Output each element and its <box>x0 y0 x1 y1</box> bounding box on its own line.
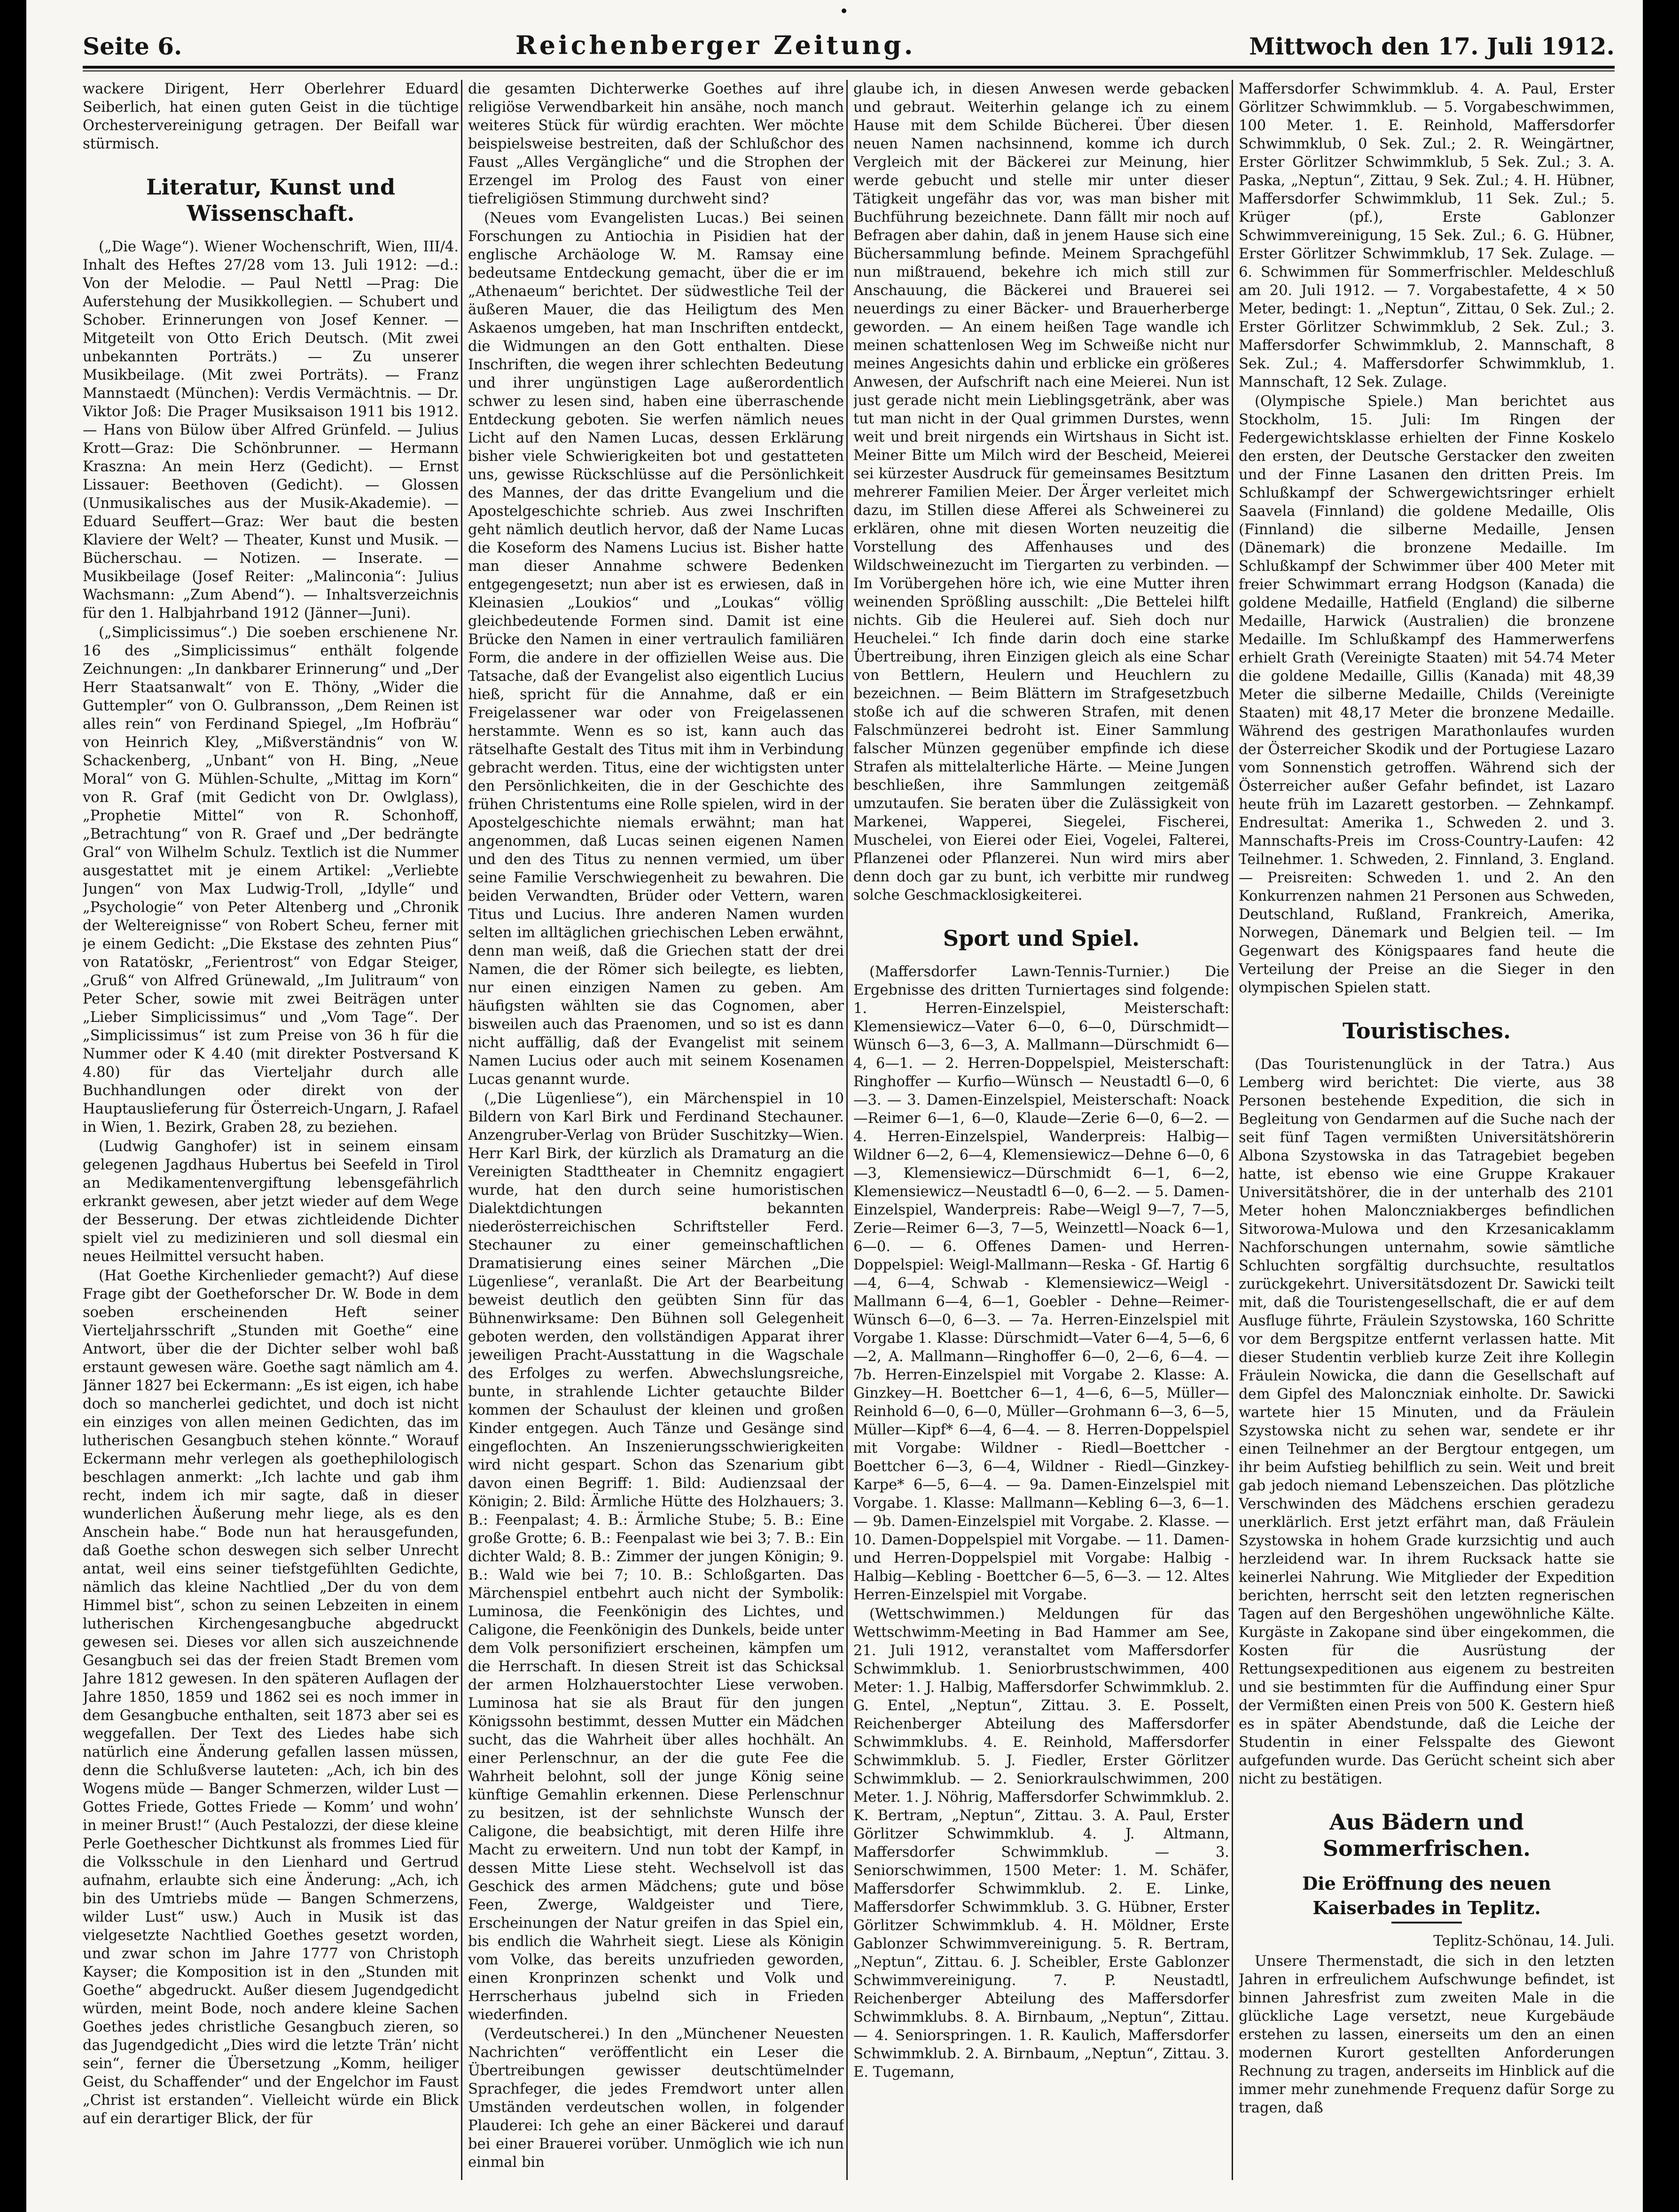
column-divider <box>461 80 462 2180</box>
column-divider <box>1232 80 1233 2180</box>
paragraph: (Verdeutscherei.) In den „Münchener Neuesten Nachrichten“ veröffentlicht ein Leser die Übertreibungen gewisser deutschtümelnder Sprachfeger, die jedes Fremdwort unter allen Umständen verdeutschen wollen, in folgender Plauderei: Ich gehe an einer Bäckerei und darauf bei einer Brauerei vorüber. Unmöglich wie ich nun einmal bin <box>468 2026 844 2171</box>
column-divider <box>846 80 848 2180</box>
header-rule <box>83 66 1615 69</box>
paragraph: (Ludwig Ganghofer) ist in seinem einsam gelegenen Jagdhaus Hubertus bei Seefeld in Tirol an Medikamentenvergiftung lebensgefährlich erkrankt gewesen, aber jetzt wieder auf dem Wege der Besserung. Der etwas zichtleidende Dichter spielt viel zu medizinieren und soll diesmal ein neues Heilmittel versucht haben. <box>83 1138 459 1265</box>
paragraph: glaube ich, in diesen Anwesen werde gebacken und gebraut. Weiterhin gelange ich zu einem Hause mit dem Schilde Bücherei. Über diesen neuen Namen nachsinnend, komme ich durch Vergleich mit der Bäckerei zur Meinung, hier werde gebucht und stelle mir unter dieser Tätigkeit ungefähr das vor, was man bisher mit Buchführung bezeichnete. Dann fällt mir noch auf Befragen aber dahin, daß in jenem Hause sich eine Büchersammlung befinde. Meinem Sprachgefühl nun mißtrauend, bekehre ich mich still zur Anschauung, die Bäckerei und Brauerei sei neuerdings zu einer Bäcker- und Brauerherberge geworden. — An einem heißen Tage wandle ich meinen schattenlosen Weg im Schweiße nicht nur meines Angesichts dahin und erblicke ein größeres Anwesen, der Aufschrift nach eine Meierei. Nun ist just gerade nicht mein Lieblingsgetränk, aber was tut man nicht in der Qual grimmen Durstes, wenn weit und breit nirgends ein Wirtshaus in Sicht ist. Meiner Bitte um Milch wird der Bescheid, Meierei sei kürzester Ausdruck für gemeinsames Besitztum mehrerer Familien Meier. Der Ärger verleitet mich dazu, im Stillen diese Afferei als Schweinerei zu erklären, ohne mit diesen Worten neuzeitig die Vorstellung des Affenhauses und des Wildschweinezucht im Tiergarten zu verbinden. — Im Vorübergehen höre ich, wie eine Mutter ihren weinenden Sprößling ausschilt: „Die Bettelei hilft nichts. Gib die Heulerei auf. Sieh doch nur Heuchelei.“ Ich finde darin doch eine starke Übertreibung, ihren Einzigen gleich als eine Schar von Bettlern, Heulern und Heuchlern zu bezeichnen. — Beim Blättern im Strafgesetzbuch stoße ich auf die schweren Strafen, mit denen Falschmünzerei bedroht ist. Einer Sammlung falscher Münzen gegenüber empfinde ich diese Strafen als mittelalterliche Härte. — Meine Jungen beschließen, ihre Sammlungen zeitgemäß umzutaufen. Sie beraten über die Zulässigkeit von Markenei, Wapperei, Siegelei, Fischerei, Muschelei, von Eierei oder Eiei, Vogelei, Falterei, Pflanzenei oder Pflanzerei. Nun wird mirs aber denn doch gar zu bunt, ich verbitte mir rundweg solche Geschmacklosigkeiterei. <box>853 81 1229 903</box>
sub-heading: Kaiserbades in Teplitz. <box>1312 1897 1541 1918</box>
masthead: Reichenberger Zeitung. <box>515 30 916 60</box>
paragraph: wackere Dirigent, Herr Oberlehrer Eduard Seiberlich, hat einen guten Geist in die tüchtige Orchestervereinigung getragen. Der Beifall war stürmisch. <box>83 81 459 152</box>
paragraph: (Wettschwimmen.) Meldungen für das Wettschwimm-Meeting in Bad Hammer am See, 21. Juli 1912, veranstaltet vom Maffersdorfer Schwimmklub. 1. Seniorbrustschwimmen, 400 Meter: 1. J. Halbig, Maffersdorfer Schwimmklub. 2. G. Entel, „Neptun“, Zittau. 3. E. Posselt, Reichenberger Abteilung des Maffersdorfer Schwimmklubs. 4. E. Reinhold, Maffersdorfer Schwimmklub. 5. J. Fiedler, Erster Görlitzer Schwimmklub. — 2. Seniorkraulschwimmen, 200 Meter. 1. J. Nöhrig, Maffersdorfer Schwimmklub. 2. K. Bertram, „Neptun“, Zittau. 3. A. Paul, Erster Görlitzer Schwimmklub. 4. J. Altmann, Maffersdorfer Schwimmklub. — 3. Seniorschwimmen, 1500 Meter: 1. M. Schäfer, Maffersdorfer Schwimmklub. 2. E. Linke, Maffersdorfer Schwimmklub. 3. G. Hübner, Erster Görlitzer Schwimmklub. 4. H. Möldner, Erste Gablonzer Schwimmvereinigung. 5. R. Bertram, „Neptun“, Zittau. 6. J. Scheibler, Erste Gablonzer Schwimmvereinigung. 7. P. Neustadtl, Reichenberger Abteilung des Maffersdorfer Schwimmklubs. 8. A. Birnbaum, „Neptun“, Zittau. — 4. Seniorspringen. 1. R. Kaulich, Maffersdorfer Schwimmklub. 2. A. Birnbaum, „Neptun“, Zittau. 3. E. Tugemann, <box>853 1606 1229 2080</box>
paragraph: (Hat Goethe Kirchenlieder gemacht?) Auf diese Frage gibt der Goetheforscher Dr. W. Bode in dem soeben erscheinenden Heft seiner Vierteljahrsschrift „Stunden mit Goethe“ eine Antwort, über die der Dichter selber wohl baß erstaunt gewesen wäre. Goethe sagt nämlich am 4. Jänner 1827 bei Eckermann: „Es ist eigen, ich habe doch so mancherlei gedichtet, und doch ist nicht ein einziges von allen meinen Gedichten, das im lutherischen Gesangbuch stehen könnte.“ Worauf Eckermann mehr verlegen als goethephilologisch beschlagen anmerkt: „Ich lachte und gab ihm recht, indem ich mir sagte, daß in dieser wunderlichen Äußerung mehr liege, als es den Anschein habe.“ Bode nun hat herausgefunden, daß Goethe schon deswegen sich selber Unrecht antat, weil eins seiner tiefstgefühlten Gedichte, nämlich das kleine Nachtlied „Der du von dem Himmel bist“, schon zu seinen Lebzeiten in einem lutherischen Kirchengesangbuche abgedruckt gewesen sei. Dieses vor allen sich auszeichnende Gesangbuch sei das der freien Stadt Bremen vom Jahre 1812 gewesen. In den späteren Auflagen der Jahre 1850, 1859 und 1862 sei es noch immer in dem Gesangbuche enthalten, seit 1873 aber sei es weggefallen. Der Text des Liedes habe sich natürlich eine Änderung gefallen lassen müssen, denn die Schlußverse lauteten: „Ach, ich bin des Wogens müde — Banger Schmerzen, wilder Lust — Gottes Friede, Gottes Friede — Komm’ und wohn’ in meiner Brust!“ (Auch Pestalozzi, der diese kleine Perle Goethescher Dichtkunst als frommes Lied für die Volksschule in den Lienhard und Gertrud aufnahm, erlaubte sich eine Änderung: „Ach, ich bin des Umtriebs müde — Bangen Schmerzens, wilder Lust“ usw.) Auch in Musik ist das vielgesetzte Nachtlied Goethes gesetzt worden, und zwar schon im Jahre 1777 von Christoph Kayser; die Komposition ist in den „Stunden mit Goethe“ abgedruckt. Außer diesem Jugendgedicht würden, meint Bode, noch andere kleine Sachen Goethes jedes christliche Gesangbuch zieren, so das Jugendgedicht „Dies wird die letzte Trän’ nicht sein“, ferner die Übersetzung „Komm, heiliger Geist, du Schaffender“ und der Engelchor im Faust „Christ ist erstanden“. Vielleicht würde ein Blick auf ein derartiger Blick, der für <box>83 1268 459 2127</box>
column-1 <box>83 80 459 2180</box>
section-heading: Literatur, Kunst und Wissenschaft. <box>146 174 396 226</box>
paragraph: (Das Touristenunglück in der Tatra.) Aus Lemberg wird berichtet: Die vierte, aus 38 Personen bestehende Expedition, die sich in Begleitung von Gendarmen auf die Suche nach der seit fünf Tagen vermißten Universitätshörerin Albona Szystowska in das Tatragebiet begeben hatte, ist ebenso wie eine Gruppe Krakauer Universitätshörer, die in der unterhalb des 2101 Meter hohen Malonczniakberges befindlichen Sitworowa-Mulowa und den Krzesanicaklamm Nachforschungen unternahm, sowie sämtliche Schluchten sorgfältig durchsuchte, resultatlos zurückgekehrt. Universitätsdozent Dr. Sawicki teilt mit, daß die Touristengesellschaft, die er auf dem Ausfluge führte, Fräulein Szystowska, 160 Schritte vor dem Bergspitze entfernt verlassen hatte. Mit dieser Studentin verblieb kurze Zeit ihre Kollegin Fräulein Nowicka, die dann die Gesellschaft auf dem Gipfel des Malonczniak einholte. Dr. Sawicki wartete hier 15 Minuten, und da Fräulein Szystowska nicht zu sehen war, sendete er ihr einen Teilnehmer an der Bergtour entgegen, um ihr beim Aufstieg behilflich zu sein. Weit und breit gab jedoch niemand Lebenszeichen. Das plötzliche Verschwinden des Mädchens erschien geradezu unerklärlich. Erst jetzt erfährt man, daß Fräulein Szystowska in hohem Grade kurzsichtig und auch herzleidend war. In ihrem Rucksack hatte sie keinerlei Nahrung. Wie Mitglieder der Expedition berichten, herrscht seit den letzten regnerischen Tagen auf den Bergeshöhen ungewöhnliche Kälte. Kurgäste in Zakopane sind über eingekommen, die Kosten für die Ausrüstung der Rettungsexpeditionen aus eigenem zu bestreiten und sie bestimmten für die Auffindung einer Spur der Vermißten einen Preis von 500 K. Gestern hieß es in später Abendstunde, daß die Leiche der Studentin in einer Felsspalte des Giewont aufgefunden wurde. Das Gerücht scheint sich aber nicht zu bestätigen. <box>1239 1056 1615 1787</box>
section-heading: Aus Bädern und Sommerfrischen. <box>1322 1809 1531 1861</box>
header-rule-thin <box>83 70 1615 71</box>
newspaper-page <box>26 0 1643 2212</box>
column-2 <box>468 80 844 2180</box>
page-number: Seite 6. <box>83 32 182 60</box>
column-3 <box>853 80 1229 2180</box>
paragraph: (Neues vom Evangelisten Lucas.) Bei seinen Forschungen zu Antiochia in Pisidien hat der englische Archäologe W. M. Ramsay eine bedeutsame Entdeckung gemacht, über die er im „Athenaeum“ berichtet. Der südwestliche Teil der äußeren Mauer, die das Heiligtum des Men Askaenos umgeben, hat man Inschriften entdeckt, die Widmungen an den Gott enthalten. Diese Inschriften, die wegen ihrer schlechten Bedeutung und ihrer ungünstigen Lage außerordentlich schwer zu lesen sind, haben eine überraschende Entdeckung geboten. Sie werfen nämlich neues Licht auf den Namen Lucas, dessen Erklärung bisher viele Schwierigkeiten bot und gestatteten uns, gewisse Rückschlüsse auf die Persönlichkeit des Mannes, der das dritte Evangelium und die Apostelgeschichte schrieb. Aus zwei Inschriften geht nämlich deutlich hervor, daß der Name Lucas die Koseform des Namens Lucius ist. Bisher hatte man dieser Annahme schwere Bedenken entgegengesetzt; nun aber ist es erwiesen, daß in Kleinasien „Loukios“ und „Loukas“ völlig gleichbedeutende Formen sind. Damit ist eine Brücke den Namen in einer vertraulich familiären Form, die andere in der offiziellen Weise aus. Die Tatsache, daß der Evangelist also eigentlich Lucius hieß, spricht für die Annahme, daß er ein Freigelassener war oder von Freigelassenen herstammte. Wenn es so ist, kann auch das rätselhafte Gestalt des Titus mit ihm in Verbindung gebracht werden. Titus, eine der wichtigsten unter den Persönlichkeiten, die in der Geschichte des frühen Christentums eine Rolle spielen, wird in der Apostelgeschichte niemals erwähnt; man hat angenommen, daß Lucas seinen eigenen Namen und den des Titus zu nennen vermied, um über seine Familie Verschwiegenheit zu bewahren. Die beiden Verwandten, Brüder oder Vettern, waren Titus und Lucius. Ihre anderen Namen wurden selten im alltäglichen griechischen Leben erwähnt, denn man weiß, daß die Griechen statt der drei Namen, die der Römer sich beilegte, es liebten, nur einen einzigen Namen zu geben. Am häufigsten wählten sie das Cognomen, aber bisweilen auch das Praenomen, und so ist es dann nicht auffällig, daß der Evangelist mit seinem Namen Lucius oder auch mit seinem Kosenamen Lucas genannt wurde. <box>468 210 844 1088</box>
column-4 <box>1239 80 1615 2180</box>
section-heading: Sport und Spiel. <box>943 926 1140 951</box>
paragraph: die gesamten Dichterwerke Goethes auf ihre religiöse Verwendbarkeit hin ansähe, noch manch weiteres Stück für würdig erachten. Wer möchte beispielsweise bestreiten, daß der Schlußchor des Faust „Alles Vergängliche“ und die Strophen der Erzengel im Prolog des Faust von einer tiefreligiösen Stimmung durchweht sind? <box>468 81 844 207</box>
paragraph: („Die Lügenliese“), ein Märchenspiel in 10 Bildern von Karl Birk und Ferdinand Stechauner. Anzengruber-Verlag von Brüder Suschitzky—Wien. Herr Karl Birk, der kürzlich als Dramaturg an die Vereinigten Stadttheater in Chemnitz engagiert wurde, hat den durch seine humoristischen Dialektdichtungen bekannten niederösterreichischen Schriftsteller Ferd. Stechauner zu einer gemeinschaftlichen Dramatisierung eines seiner Märchen „Die Lügenliese“, veranlaßt. Die Art der Bearbeitung beweist deutlich den geübten Sinn für das Bühnenwirksame: Den Bühnen soll Gelegenheit geboten werden, den vollständigen Apparat ihrer jeweiligen Pracht-Ausstattung in die Wagschale des Erfolges zu werfen. Abwechslungsreiche, bunte, in strahlende Lichter getauchte Bilder kommen der Schaulust der kleinen und großen Kinder entgegen. Auch Tänze und Gesänge sind eingeflochten. An Inszenierungsschwierigkeiten wird nicht gespart. Schon das Szenarium gibt davon einen Begriff: 1. Bild: Audienzsaal der Königin; 2. Bild: Ärmliche Hütte des Holzhauers; 3. B.: Feenpalast; 4. B.: Ärmliche Stube; 5. B.: Eine große Grotte; 6. B.: Feenpalast wie bei 3; 7. B.: Ein dichter Wald; 8. B.: Zimmer der jungen Königin; 9. B.: Wald wie bei 7; 10. B.: Schloßgarten. Das Märchenspiel entbehrt auch nicht der Symbolik: Luminosa, die Feenkönigin des Lichtes, und Caligone, die Feenkönigin des Dunkels, beide unter dem Volk personifiziert erscheinen, kämpfen um die Herrschaft. In diesen Streit ist das Schicksal der armen Holzhauerstochter Liese verwoben. Luminosa hat sie als Braut für den jungen Königssohn bestimmt, dessen Mutter ein Mädchen sucht, das die Wahrheit über alles hochhält. An einer Perlenschnur, an der die gute Fee die Wahrheit belohnt, soll der junge König seine künftige Gemahlin erkennen. Diese Perlenschnur zu besitzen, ist der sehnlichste Wunsch der Caligone, die beabsichtigt, mit deren Hilfe ihre Macht zu erweitern. Und nun tobt der Kampf, in dessen Mitte Liese steht. Wechselvoll ist das Geschick des armen Mädchens; gute und böse Feen, Zwerge, Waldgeister und Tiere, Erscheinungen der Natur greifen in das Spiel ein, bis endlich die Wahrheit siegt. Liese als Königin vom Volke, das bereits unzufrieden geworden, einen Kronprinzen schenkt und Volk und Herrscherhaus jubelnd sich in Frieden wiederfinden. <box>468 1090 844 2023</box>
paragraph: („Simplicissimus“.) Die soeben erschienene Nr. 16 des „Simplicissimus“ enthält folgende Zeichnungen: „In dankbarer Erinnerung“ und „Der Herr Staatsanwalt“ von E. Thöny, „Wider die Guttempler“ von O. Gulbransson, „Dem Reinen ist alles rein“ von Ferdinand Spiegel, „Im Hofbräu“ von Heinrich Kley, „Mißverständnis“ von W. Schackenberg, „Unbant“ von H. Bing, „Neue Moral“ von G. Mühlen-Schulte, „Mittag im Korn“ von R. Graf (mit Gedicht von Dr. Owlglass), „Prophetie Mittel“ von R. Schonhoff, „Betrachtung“ von R. Graef und „Der bedrängte Gral“ von Wilhelm Schulz. Textlich ist die Nummer ausgestattet mit je einem Artikel: „Verliebte Jungen“ von Max Ludwig-Troll, „Idylle“ und „Psychologie“ von Peter Altenberg und „Chronik der Weltereignisse“ von Robert Scheu, ferner mit je einem Gedicht: „Die Ekstase des zehnten Pius“ von Ratatöskr, „Ferientrost“ von Edgar Steiger, „Gruß“ von Alfred Grünewald, „Im Julitraum“ von Peter Scher, sowie mit zwei Beiträgen unter „Lieber Simplicissimus“ und „Vom Tage“. Der „Simplicissimus“ ist zum Preise von 36 h für die Nummer oder K 4.40 (mit direkter Postversand K 4.80) für das Vierteljahr durch alle Buchhandlungen oder direkt von der Hauptauslieferung für Österreich-Ungarn, J. Rafael in Wien, 1. Bezirk, Graben 28, zu beziehen. <box>83 624 459 1136</box>
page-header <box>83 18 1615 60</box>
paragraph: (Olympische Spiele.) Man berichtet aus Stockholm, 15. Juli: Im Ringen der Federgewichtsklasse erhielten der Finne Koskelo den ersten, der Deutsche Gerstacker den zweiten und der Finne Lasanen den dritten Preis. Im Schlußkampf der Schwergewichtsringer erhielt Saavela (Finnland) die goldene Medaille, Olis (Finnland) die silberne Medaille, Jensen (Dänemark) die bronzene Medaille. Im Schlußkampf der Schwimmer über 400 Meter mit freier Schwimmart errang Hodgson (Kanada) die goldene Medaille, Hatfield (England) die silberne Medaille, Harwick (Australien) die bronzene Medaille. Im Schlußkampf des Hammerwerfens erhielt Grath (Vereinigte Staaten) mit 54.74 Meter die goldene Medaille, Gillis (Kanada) mit 48,39 Meter die silberne Medaille, Childs (Vereinigte Staaten) mit 48,17 Meter die bronzene Medaille. Während des gestrigen Marathonlaufes wurden der Österreicher Skodik und der Portugiese Lazaro vom Sonnenstich getroffen. Während sich der Österreicher außer Gefahr befindet, ist Lazaro heute früh im Lazarett gestorben. — Zehnkampf. Endresultat: Amerika 1., Schweden 2. und 3. Mannschafts-Preis im Cross-Country-Laufen: 42 Teilnehmer. 1. Schweden, 2. Finnland, 3. England. — Preisreiten: Schweden 1. und 2. An den Konkurrenzen nahmen 21 Personen aus Schweden, Deutschland, Rußland, Frankreich, Amerika, Norwegen, Dänemark und Belgien teil. — Im Gegenwart des Königspaares fand heute die Verteilung der Preise an die Sieger in den olympischen Spielen statt. <box>1239 393 1615 996</box>
paragraph: Maffersdorfer Schwimmklub. 4. A. Paul, Erster Görlitzer Schwimmklub. — 5. Vorgabeschwimmen, 100 Meter. 1. E. Reinhold, Maffersdorfer Schwimmklub, 0 Sek. Zul.; 2. R. Weingärtner, Erster Görlitzer Schwimmklub, 5 Sek. Zul.; 3. A. Paska, „Neptun“, Zittau, 9 Sek. Zul.; 4. H. Hübner, Maffersdorfer Schwimmklub, 11 Sek. Zul.; 5. Krüger (pf.), Erste Gablonzer Schwimmvereinigung, 15 Sek. Zul.; 6. G. Hübner, Erster Görlitzer Schwimmklub, 17 Sek. Zulage. — 6. Schwimmen für Sommerfrischler. Meldeschluß am 20. Juli 1912. — 7. Vorgabestafette, 4 × 50 Meter, bedingt: 1. „Neptun“, Zittau, 0 Sek. Zul.; 2. Erster Görlitzer Schwimmklub, 2 Sek. Zul.; 3. Maffersdorfer Schwimmklub, 2. Mannschaft, 8 Sek. Zul.; 4. Maffersdorfer Schwimmklub, 1. Mannschaft, 12 Sek. Zulage. <box>1239 81 1615 390</box>
paragraph: (Maffersdorfer Lawn-Tennis-Turnier.) Die Ergebnisse des dritten Turniertages sind folgende: 1. Herren-Einzelspiel, Meisterschaft: Klemensiewicz—Vater 6—0, 6—0, Dürschmidt—Wünsch 6—3, 6—3, A. Mallmann—Dürschmidt 6—4, 6—1. — 2. Herren-Doppelspiel, Meisterschaft: Ringhoffer — Kurfio—Wünsch — Neustadtl 6—0, 6—3. — 3. Damen-Einzelspiel, Meisterschaft: Noack—Reimer 6—1, 6—0, Klaude—Zerie 6—0, 6—2. — 4. Herren-Einzelspiel, Wanderpreis: Halbig—Wildner 6—2, 6—4, Klemensiewicz—Dehne 6—0, 6—3, Klemensiewicz—Dürschmidt 6—1, 6—2, Klemensiewicz—Neustadtl 6—0, 6—2. — 5. Damen-Einzelspiel, Wanderpreis: Rabe—Weigl 9—7, 7—5, Zerie—Reimer 6—3, 7—5, Weinzettl—Noack 6—1, 6—0. — 6. Offenes Damen- und Herren-Doppelspiel: Weigl-Mallmann—Reska - Gf. Hartig 6—4, 6—4, Schwab - Klemensiewicz—Weigl - Mallmann 6—4, 6—1, Goebler - Dehne—Reimer-Wünsch 6—0, 6—3. — 7a. Herren-Einzelspiel mit Vorgabe 1. Klasse: Dürschmidt—Vater 6—4, 5—6, 6—2, A. Mallmann—Ringhoffer 6—0, 2—6, 6—4. — 7b. Herren-Einzelspiel mit Vorgabe 2. Klasse: A. Ginzkey—H. Boettcher 6—1, 4—6, 6—5, Müller—Reinhold 6—0, 6—0, Müller—Grohmann 6—3, 6—5, Müller—Kipf* 6—4, 6—4. — 8. Herren-Doppelspiel mit Vorgabe: Wildner - Riedl—Boettcher - Boettcher 6—3, 6—4, Wildner - Riedl—Ginzkey-Karpe* 6—5, 6—4. — 9a. Damen-Einzelspiel mit Vorgabe. 1. Klasse: Mallmann—Kebling 6—3, 6—1. — 9b. Damen-Einzelspiel mit Vorgabe. 2. Klasse. — 10. Damen-Doppelspiel mit Vorgabe. — 11. Damen- und Herren-Doppelspiel mit Vorgabe: Halbig - Halbig—Kebling - Boettcher 6—5, 6—3. — 12. Altes Herren-Einzelspiel mit Vorgabe. <box>853 964 1229 1603</box>
paragraph: Unsere Thermenstadt, die sich in den letzten Jahren in erfreulichem Aufschwunge befindet, ist binnen Jahresfrist zum zweiten Male in die glückliche Lage versetzt, neue Kurgebäude erstehen zu lassen, einerseits um den an einen modernen Kurort gestellten Anforderungen Rechnung zu tragen, anderseits im Hinblick auf die immer mehr zunehmende Frequenz dafür Sorge zu tragen, daß <box>1239 1953 1615 2116</box>
sub-heading: Die Eröffnung des neuen <box>1302 1873 1551 1894</box>
page-dot <box>842 8 846 13</box>
section-heading: Touristisches. <box>1343 1018 1511 1044</box>
paragraph: („Die Wage“). Wiener Wochenschrift, Wien, III/4. Inhalt des Heftes 27/28 vom 13. Juli 1912: —d.: Von der Melodie. — Paul Nettl —Prag: Die Auferstehung der Musikkollegien. — Schubert und Schober. Erinnerungen von Josef Kenner. — Mitgeteilt von Otto Erich Deutsch. (Mit zwei unbekannten Porträts.) — Zu unserer Musikbeilage. (Mit zwei Porträts). — Franz Mannstaedt (München): Verdis Vermächtnis. — Dr. Viktor Joß: Die Prager Musiksaison 1911 bis 1912. — Hans von Bülow über Alfred Grünfeld. — Julius Krott—Graz: Die Schönbrunner. — Hermann Kraszna: An mein Herz (Gedicht). — Ernst Lissauer: Beethoven (Gedicht). — Glossen (Unmusikalisches aus der Musik-Akademie). — Eduard Seuffert—Graz: Wer baut die besten Klaviere der Welt? — Theater, Kunst und Musik. — Bücherschau. — Notizen. — Inserate. — Musikbeilage (Josef Reiter: „Malinconia“: Julius Wachsmann: „Zum Abend“). — Inhaltsverzeichnis für den 1. Halbjahrband 1912 (Jänner—Juni). <box>83 239 459 622</box>
heading-rule <box>1391 1922 1462 1924</box>
issue-date: Mittwoch den 17. Juli 1912. <box>1249 32 1615 60</box>
dateline: Teplitz-Schönau, 14. Juli. <box>1433 1933 1615 1949</box>
